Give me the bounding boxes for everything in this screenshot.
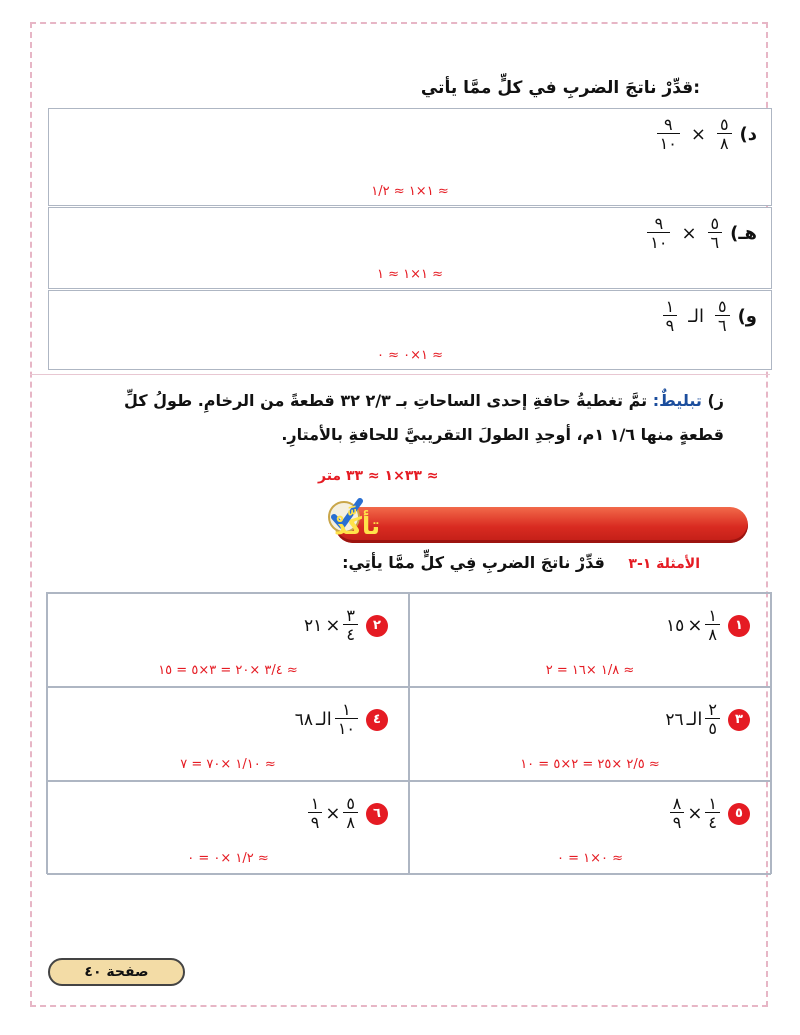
- exercise-2: ٢ $\frac{٣}{٤}$ × ٢١ ≈ ٣/٤ ×٢٠ = ٣×٥ = ١٥: [47, 593, 409, 687]
- instruction: قدِّرْ ناتجَ الضربِ في كلٍّ ممَّا يأتي:: [420, 78, 700, 98]
- problem-text: تمَّ تغطيةُ حافةِ إحدى الساحاتِ بـ ٢/٣ ٣٢ قطعةً من الرخامِ. طولُ كلِّ قطعةٍ منها ١/٦ ١م، أوجدِ الطولَ التقريبيَّ للحافةِ بالأمتارِ.: [124, 391, 724, 444]
- exercise-5: ٥ $\frac{١}{٤}$ × $\frac{٨}{٩}$ ≈ ٠×١ = ٠: [409, 781, 771, 875]
- fraction: $\frac{١}{٩}$: [308, 796, 323, 831]
- problem-letter: هـ): [730, 223, 757, 244]
- exercise-number: ٤: [366, 709, 388, 731]
- problem-z: [84, 384, 724, 452]
- problem-d: د) $\frac{٥}{٨}$ × $\frac{٩}{١٠}$ ≈ ١×١ ≈ ١/٢: [48, 108, 772, 206]
- problem-letter: ز): [707, 391, 724, 410]
- fraction: $\frac{٢}{٥}$: [705, 702, 720, 737]
- problem-letter: د): [739, 124, 757, 145]
- fraction: $\frac{١}{٤}$: [705, 796, 720, 831]
- fraction: $\frac{٩}{١٠}$: [657, 117, 680, 152]
- exercises-grid: [46, 592, 772, 874]
- fraction: $\frac{٣}{٤}$: [343, 608, 358, 643]
- exercise-3: ٣ $\frac{٢}{٥}$ الـ ٢٦ ≈ ٢/٥ ×٢٥ = ٢×٥ = ١٠: [409, 687, 771, 781]
- exercise-number: ٦: [366, 803, 388, 825]
- answer: ≈ ١×٠ ≈ ٠: [376, 348, 444, 363]
- exercise-4: ٤ $\frac{١}{١٠}$ الـ ٦٨ ≈ ١/١٠ ×٧٠ = ٧: [47, 687, 409, 781]
- fraction: $\frac{٥}{٨}$: [343, 796, 358, 831]
- problem-tag: تبليطٌ:: [652, 391, 702, 410]
- answer: ≈ ٠×١ = ٠: [556, 851, 624, 866]
- fraction: $\frac{١}{٩}$: [663, 299, 678, 334]
- problem-w: و) $\frac{٥}{٦}$ الـ $\frac{١}{٩}$ ≈ ١×٠ ≈ ٠: [48, 290, 772, 370]
- fraction: $\frac{٥}{٦}$: [708, 216, 723, 251]
- answer: ≈ ١/٢ ×٠ = ٠: [187, 851, 269, 866]
- exercise-1: ١ $\frac{١}{٨}$ × ١٥ ≈ ١/٨ ×١٦ = ٢: [409, 593, 771, 687]
- answer: ≈ ٢/٥ ×٢٥ = ٢×٥ = ١٠: [520, 757, 660, 772]
- fraction: $\frac{٥}{٦}$: [715, 299, 730, 334]
- answer: ≈ ١×١ ≈ ١/٢: [371, 184, 449, 199]
- exercise-number: ٢: [366, 615, 388, 637]
- page-number: صفحة ٤٠: [48, 958, 185, 986]
- fraction: $\frac{١}{١٠}$: [335, 702, 358, 737]
- fraction: $\frac{٥}{٨}$: [717, 117, 732, 152]
- exercise-number: ٣: [728, 709, 750, 731]
- answer: ≈ ١/٨ ×١٦ = ٢: [545, 663, 635, 678]
- divider: [30, 374, 770, 375]
- problem-h: هـ) $\frac{٥}{٦}$ × $\frac{٩}{١٠}$ ≈ ١×١ ≈ ١: [48, 207, 772, 289]
- check-banner: [335, 507, 748, 543]
- fraction: $\frac{١}{٨}$: [705, 608, 720, 643]
- problem-z-answer: ≈ ٣٣×١ ≈ ٣٣ متر: [318, 468, 439, 484]
- fraction: $\frac{٩}{١٠}$: [647, 216, 670, 251]
- examples-heading: [342, 553, 700, 572]
- examples-instruction: قدِّرْ ناتجَ الضربِ فِي كلٍّ ممَّا يأتِي:: [342, 553, 605, 572]
- answer: ≈ ٣/٤ ×٢٠ = ٣×٥ = ١٥: [158, 663, 298, 678]
- exercise-number: ١: [728, 615, 750, 637]
- banner-title: تأكَّدْ: [334, 512, 380, 540]
- fraction: $\frac{٨}{٩}$: [670, 796, 685, 831]
- examples-ref: الأمثلة ١-٣: [628, 556, 700, 572]
- exercise-6: ٦ $\frac{٥}{٨}$ × $\frac{١}{٩}$ ≈ ١/٢ ×٠ = ٠: [47, 781, 409, 875]
- exercise-number: ٥: [728, 803, 750, 825]
- answer: ≈ ١×١ ≈ ١: [376, 267, 444, 282]
- problem-letter: و): [737, 306, 757, 327]
- answer: ≈ ١/١٠ ×٧٠ = ٧: [180, 757, 276, 772]
